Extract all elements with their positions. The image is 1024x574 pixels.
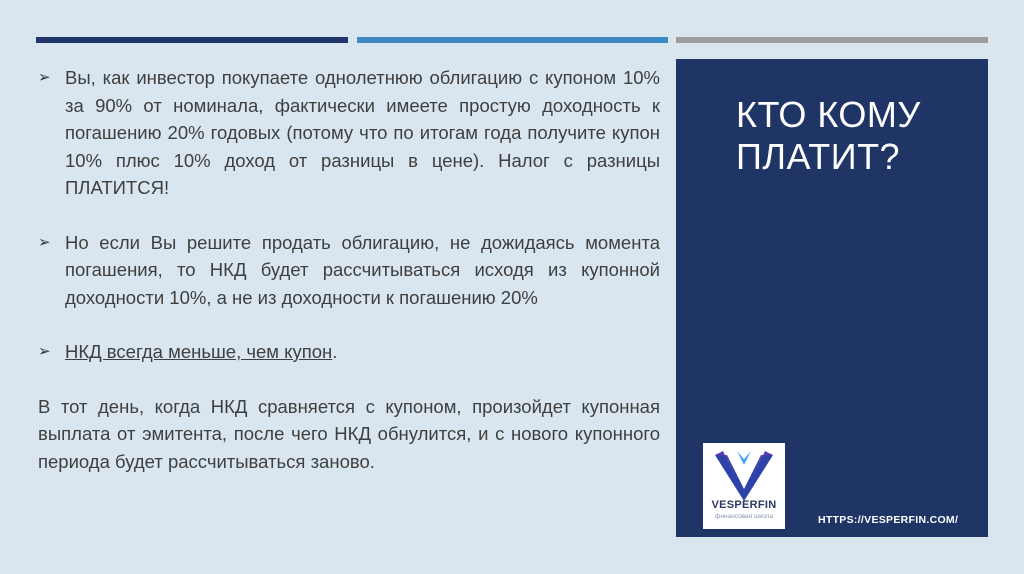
decor-bar-dark xyxy=(36,37,348,43)
v-logo-icon xyxy=(713,449,775,501)
arrow-bullet-icon: ➢ xyxy=(38,233,51,251)
bullet-item xyxy=(38,338,660,366)
decor-bar-blue xyxy=(357,37,668,43)
bullet-item xyxy=(38,229,660,312)
slide-body xyxy=(38,64,660,475)
slide-title: КТО КОМУ ПЛАТИТ? xyxy=(736,94,921,177)
bullet-text: Но если Вы решите продать облигацию, не дожидаясь момента погашения, то НКД будет рассчитываться исходя из купонной доходности 10%, а не из доходности к погашению 20% xyxy=(65,231,660,308)
decor-bar-gray xyxy=(676,37,988,43)
logo-name: VESPERFIN xyxy=(711,499,777,511)
bullet-item xyxy=(38,64,660,202)
arrow-bullet-icon: ➢ xyxy=(38,69,51,86)
vesperfin-logo xyxy=(703,443,785,529)
site-url: HTTPS://VESPERFIN.COM/ xyxy=(818,514,959,526)
logo-subtitle: финансовая школа xyxy=(714,513,774,520)
title-panel xyxy=(676,59,988,537)
bullet-text: Вы, как инвестор покупаете однолетнюю облигацию с купоном 10% за 90% от номинала, фактически имеете простую доходность к погашению 20% годовых (потому что по итогам года получите купон 10% плюс 10% доход от разницы в цене). Налог с разницы ПЛАТИТСЯ! xyxy=(65,67,660,198)
bullet-period: . xyxy=(332,341,338,362)
bullet-text-underlined: НКД всегда меньше, чем купон xyxy=(65,341,333,362)
closing-paragraph: В тот день, когда НКД сравняется с купоном, произойдет купонная выплата от эмитента, после чего НКД обнулится, и с нового купонного периода будет рассчитываться заново. xyxy=(38,395,660,472)
arrow-bullet-icon: ➢ xyxy=(38,343,51,360)
